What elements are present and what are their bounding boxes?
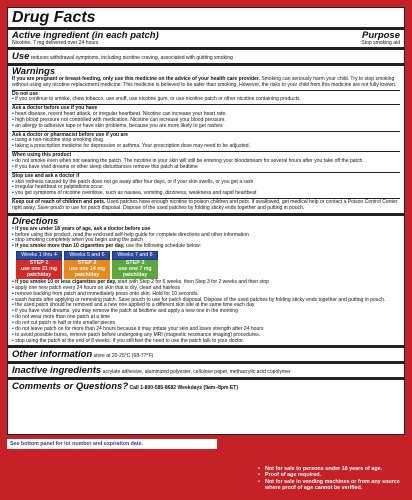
dosage-step-2 <box>64 251 110 279</box>
list-item: • Not for sale to persons under 18 years of age. <box>258 466 383 472</box>
drug-facts-title: Drug Facts <box>12 9 96 26</box>
list-item: • an allergy to adhesive tape or have skin problems, because you are more likely to get rashes <box>12 122 223 129</box>
list-item: • taking a prescription medicine for depression or asthma. Your prescription dose may need to be adjusted. <box>12 143 250 150</box>
week-label: Weeks 5 and 6 <box>64 251 110 260</box>
list-item: • do not cut patch in half or into smaller pieces <box>12 320 116 326</box>
list-item: • using a non-nicotine stop smoking drug <box>12 137 103 144</box>
dosage-step-1 <box>16 251 62 279</box>
other-information-heading: Other information <box>12 349 93 361</box>
do-not-use-section <box>8 92 404 104</box>
active-ingredient-line: Nicotine, 7 mg delivered over 24 hours <box>12 40 99 46</box>
step-dose: STEP 1 use one 21 mg patch/day <box>16 260 62 279</box>
step-dose: STEP 2 use one 14 mg patch/day <box>64 260 110 279</box>
use-heading: Use <box>12 50 30 62</box>
pregnancy-warning-text: Smoking can seriously harm your child. Try to stop smoking without using any nicotine replacement medicine. This medicine is believed to be safer than smoking. However, the risks to your child from this medicine are not fully known. <box>12 75 397 88</box>
step-dose: STEP 3 use one 7 mg patch/day <box>112 260 158 279</box>
other-information-text: store at 20-25°C (68-77°F) <box>93 353 154 360</box>
dosage-schedule-table <box>8 250 404 280</box>
week-label: Weeks 7 and 8 <box>112 251 158 260</box>
purpose-text: Stop smoking aid <box>361 40 400 46</box>
directions-heading: Directions <box>12 215 59 227</box>
list-item: • do not smoke even when not wearing the patch. The nicotine in your skin will still be entering your bloodstream for several hours after you take off the patch. <box>12 157 364 164</box>
list-item: • if you smoke 10 or less cigarettes per day, start with Step 2 for 6 weeks, then Step 3 for 2 weeks and then stop <box>12 279 269 286</box>
directions-list <box>8 227 404 250</box>
list-item: • to avoid possible burns, remove patch before undergoing any MRI (magnetic resonance imaging) procedures. <box>12 331 261 338</box>
drug-facts-panel <box>7 7 405 435</box>
list-item: • the used patch should be removed and a new one applied to a different skin site at the same time each day <box>12 302 255 309</box>
list-item: • apply one new patch every 24 hours on skin that is dry, clean and hairless <box>12 284 181 291</box>
lot-number-note: See bottom panel for lot number and expiration date. <box>7 439 217 449</box>
use-section <box>8 50 404 63</box>
questions-heading: Comments or Questions? <box>12 381 129 393</box>
keep-out-text: Used patches have enough nicotine to poison children and pets. If swallowed, get medical help or contact a Poison Control Center right away. Save pouch to use for patch disposal. Dispose of the used patches by folding sticky ends together and putting in pouch. <box>12 199 398 211</box>
ask-doctor-heading: Ask a doctor before use if you have <box>12 105 98 112</box>
do-not-use-heading: Do not use <box>12 90 39 97</box>
when-using-section <box>8 153 404 171</box>
questions-text: Call 1-800-585-8682 Weekdays (9am–8pm ET) <box>129 385 239 392</box>
list-item: • if you are under 18 years of age, ask a doctor before use <box>12 225 151 232</box>
questions-section <box>8 380 404 393</box>
directions-list-continued <box>8 280 404 344</box>
keep-out-of-reach <box>8 200 404 213</box>
pregnancy-warning <box>8 77 404 89</box>
age-restriction-warnings <box>258 466 408 491</box>
ask-pharmacist-heading: Ask a doctor or pharmacist before use if you are <box>12 131 129 138</box>
ask-pharmacist-section <box>8 133 404 151</box>
pregnancy-warning-bold: If you are pregnant or breast-feeding, only use this medicine on the advice of your health care provider. <box>12 75 260 82</box>
list-item: • if you have vivid dreams or other sleep disturbances remove this patch at bedtime <box>12 163 198 170</box>
list-item: • you get symptoms of nicotine overdose, such as nausea, vomiting, dizziness, weakness and rapid heartbeat <box>12 190 257 197</box>
dosage-step-3 <box>112 251 158 279</box>
keep-out-bold: Keep out of reach of children and pets. <box>12 199 106 206</box>
inactive-ingredients-heading: Inactive ingredients <box>12 365 102 377</box>
stop-use-section <box>8 174 404 197</box>
list-item: • irregular heartbeat or palpitations occur <box>12 184 103 191</box>
use-text: reduces withdrawal symptoms, including nicotine craving, associated with quitting smoking <box>30 54 233 61</box>
list-item: • do not leave patch on for more than 24 hours because it may irritate your skin and loses strength after 24 hours <box>12 325 264 332</box>
week-label: Weeks 1 thru 4 <box>16 251 62 260</box>
stop-use-heading: Stop use and ask a doctor if <box>12 172 80 179</box>
list-item: • if you have vivid dreams, you may remove the patch at bedtime and apply a new one in the morning <box>12 308 238 315</box>
when-using-heading: When using this product <box>12 152 72 159</box>
inactive-ingredients-section <box>8 364 404 377</box>
list-item: • before using this product, read the enclosed self-help guide for complete directions and other information <box>12 231 249 238</box>
list-item: • do not wear more than one patch at a time <box>12 314 110 321</box>
list-item: • stop using the patch at the end of 8 weeks. If you still feel the need to use the patch talk to your doctor. <box>12 337 245 344</box>
list-item: • Not for sale in vending machines or from any source where proof of age cannot be verified. <box>258 478 400 491</box>
ask-doctor-section <box>8 106 404 129</box>
list-item: • Proof of age required. <box>258 472 322 479</box>
warnings-heading: Warnings <box>12 65 56 77</box>
purpose-heading: Purpose <box>361 30 400 41</box>
list-item: • if you continue to smoke, chew tobacco, use snuff, use nicotine gum, or use nicotine patch or other nicotine containing products. <box>12 96 301 103</box>
list-item: • wash hands after applying or removing patch. Save pouch to use for patch disposal. Dispose of the used patches by folding sticky ends together and putting in pouch. <box>12 296 386 303</box>
list-item: • if you smoke more than 10 cigarettes per day, use the following schedule below: <box>12 243 202 250</box>
list-item: • stop smoking completely when you begin using the patch <box>12 237 143 244</box>
list-item: • skin redness caused by the patch does not go away after four days, or if your skin swells, or you get a rash <box>12 178 254 185</box>
active-ingredient-heading: Active ingredient (in each patch) <box>12 30 159 41</box>
list-item: • remove backing from patch and immediately press onto skin. Hold for 10 seconds. <box>12 290 199 297</box>
inactive-ingredients-text: acrylate adhesive, aluminized polyester, cellulose paper, methacrylic acid copolymer <box>102 369 291 376</box>
list-item: • heart disease, recent heart attack, or irregular heartbeat. Nicotine can increase your heart rate. <box>12 111 227 118</box>
list-item: • high blood pressure not controlled with medication. Nicotine can increase your blood pressure. <box>12 116 226 123</box>
other-information-section <box>8 348 404 361</box>
